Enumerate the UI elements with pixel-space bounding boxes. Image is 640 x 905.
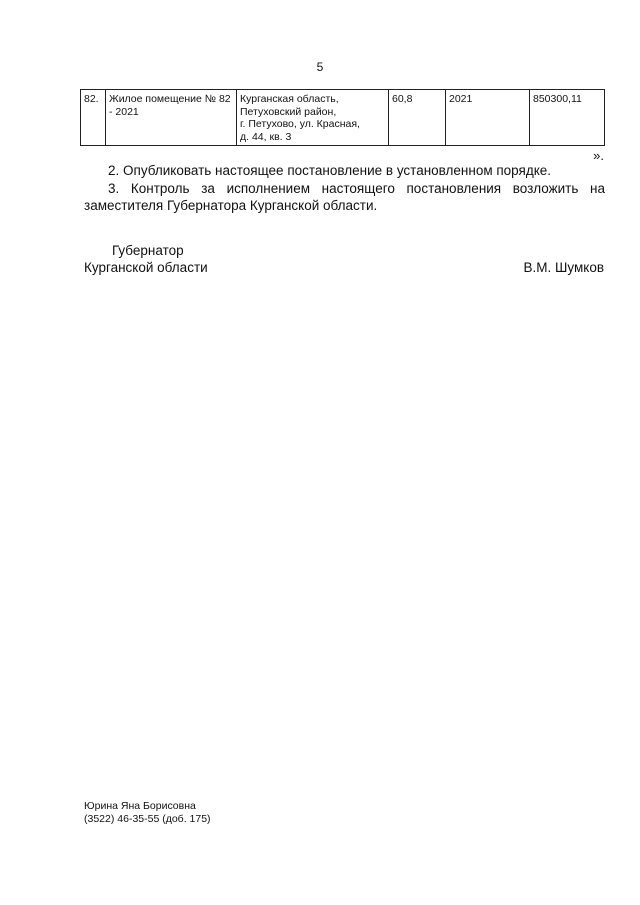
- signatory-region: Курганской области: [84, 260, 208, 275]
- page-number: 5: [316, 60, 324, 74]
- executor-name: Юрина Яна Борисовна: [84, 800, 196, 812]
- signatory-name: В.М. Шумков: [523, 260, 604, 275]
- property-table: [80, 89, 605, 146]
- property-name-line: Жилое помещение № 82: [109, 93, 231, 105]
- address-line: Петуховский район,: [240, 105, 337, 118]
- year-cell: 2021: [446, 90, 530, 146]
- area-cell: 60,8: [389, 90, 446, 146]
- paragraph-publish: 2. Опубликовать настоящее постановление в установленном порядке.: [108, 163, 552, 178]
- address-line: Курганская область,: [240, 93, 339, 105]
- signatory-title: Губернатор: [112, 243, 184, 258]
- address-cell: [237, 90, 389, 146]
- executor-phone: (3522) 46-35-55 (доб. 175): [84, 813, 211, 825]
- cost-cell: 850300,11: [530, 90, 605, 146]
- paragraph-control-continued: заместителя Губернатора Курганской области.: [84, 198, 378, 213]
- address-line: г. Петухово, ул. Красная,: [240, 118, 360, 130]
- address-line: д. 44, кв. 3: [240, 130, 292, 143]
- property-name-line: - 2021: [109, 105, 139, 118]
- table-row: [81, 90, 605, 146]
- property-name-cell: [106, 90, 237, 146]
- row-number-cell: 82.: [81, 90, 106, 146]
- paragraph-control: 3. Контроль за исполнением настоящего постановления возложить на: [108, 181, 605, 196]
- closing-quote: ».: [593, 148, 604, 163]
